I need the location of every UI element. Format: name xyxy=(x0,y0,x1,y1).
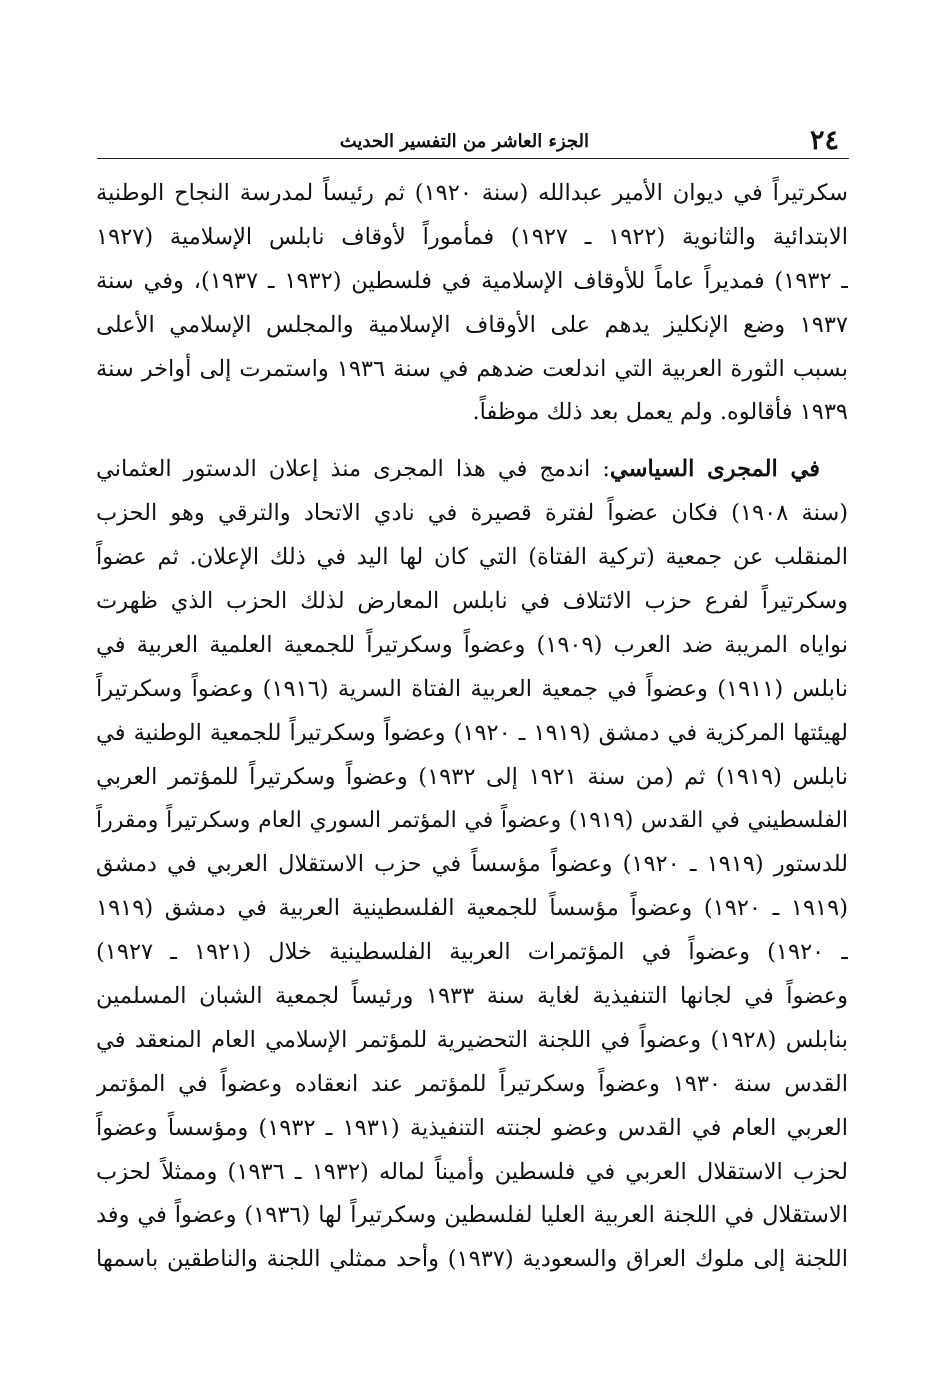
paragraph-gap xyxy=(96,435,848,448)
text-line: المنقلب عن جمعية (تركية الفتاة) التي كان لها اليد في ذلك الإعلان. ثم عضواً xyxy=(96,544,848,571)
text-line: الابتدائية والثانوية (١٩٢٢ ـ ١٩٢٧) فمأموراً لأوقاف نابلس الإسلامية (١٩٢٧ xyxy=(96,223,848,250)
text-line: (سنة ١٩٠٨) فكان عضواً لفترة قصيرة في نادي الاتحاد والترقي وهو الحزب xyxy=(96,500,848,527)
page-header xyxy=(97,124,849,159)
running-title: الجزء العاشر من التفسير الحديث xyxy=(339,131,589,152)
body-text xyxy=(96,172,848,1282)
text-line: اللجنة إلى ملوك العراق والسعودية (١٩٣٧) وأحد ممثلي اللجنة والناطقين باسمها xyxy=(96,1246,848,1273)
paragraph-1 xyxy=(96,172,848,435)
text-line-first xyxy=(96,448,848,492)
text-line: القدس سنة ١٩٣٠ وعضواً وسكرتيراً للمؤتمر عند انعقاده وعضواً في المؤتمر xyxy=(96,1070,848,1097)
paragraph-2 xyxy=(96,448,848,1282)
text-line: ـ ١٩٢٠) وعضواً في المؤتمرات العربية الفلسطينية خلال (١٩٢١ ـ ١٩٢٧) xyxy=(96,939,848,966)
text-line: بنابلس (١٩٢٨) وعضواً في اللجنة التحضيرية للمؤتمر الإسلامي العام المنعقد في xyxy=(96,1026,848,1053)
text-line: لهيئتها المركزية في دمشق (١٩١٩ ـ ١٩٢٠) وعضواً وسكرتيراً للجمعية الوطنية في xyxy=(96,719,848,746)
text-line: الفلسطيني في القدس (١٩١٩) وعضواً في المؤتمر السوري العام وسكرتيراً ومقرراً xyxy=(96,808,848,834)
first-line-rest: : اندمج في هذا المجرى منذ إعلان الدستور العثماني xyxy=(96,456,610,483)
text-line: العربي العام في القدس وعضو لجنته التنفيذية (١٩٣١ ـ ١٩٣٢) ومؤسساً وعضواً xyxy=(96,1114,848,1141)
page-number: ٢٤ xyxy=(809,125,839,156)
text-line: وسكرتيراً لفرع حزب الائتلاف في نابلس المعارض لذلك الحزب الذي ظهرت xyxy=(96,588,848,615)
text-line: نواياه المريبة ضد العرب (١٩٠٩) وعضواً وسكرتيراً للجمعية العلمية العربية في xyxy=(96,631,848,658)
section-lead: في المجرى السياسي xyxy=(609,456,820,483)
text-line: بسبب الثورة العربية التي اندلعت ضدهم في سنة ١٩٣٦ واستمرت إلى أواخر سنة xyxy=(96,355,848,382)
text-line: ١٩٣٩ فأقالوه. ولم يعمل بعد ذلك موظفاً. xyxy=(472,399,848,426)
text-line: لحزب الاستقلال العربي في فلسطين وأميناً لماله (١٩٣٢ ـ ١٩٣٦) وممثلاً لحزب xyxy=(96,1158,848,1185)
text-line: ١٩٣٧ وضع الإنكليز يدهم على الأوقاف الإسلامية والمجلس الإسلامي الأعلى xyxy=(96,311,848,338)
text-line: سكرتيراً في ديوان الأمير عبدالله (سنة ١٩٢٠) ثم رئيساً لمدرسة النجاح الوطنية xyxy=(96,180,848,206)
text-line: ـ ١٩٣٢) فمديراً عاماً للأوقاف الإسلامية في فلسطين (١٩٣٢ ـ ١٩٣٧)، وفي سنة xyxy=(96,267,848,294)
text-line: وعضواً في لجانها التنفيذية لغاية سنة ١٩٣٣ ورئيساً لجمعية الشبان المسلمين xyxy=(96,983,848,1010)
text-line: للدستور (١٩١٩ ـ ١٩٢٠) وعضواً مؤسساً في حزب الاستقلال العربي في دمشق xyxy=(96,851,848,878)
text-line: الاستقلال في اللجنة العربية العليا لفلسطين وسكرتيراً لها (١٩٣٦) وعضواً في وفد xyxy=(96,1202,848,1229)
text-line: (١٩١٩ ـ ١٩٢٠) وعضواً مؤسساً للجمعية الفلسطينية العربية في دمشق (١٩١٩ xyxy=(96,895,848,922)
text-line: نابلس (١٩١١) وعضواً في جمعية العربية الفتاة السرية (١٩١٦) وعضواً وسكرتيراً xyxy=(96,675,848,702)
text-line: نابلس (١٩١٩) ثم (من سنة ١٩٢١ إلى ١٩٣٢) وعضواً وسكرتيراً للمؤتمر العربي xyxy=(96,763,848,790)
